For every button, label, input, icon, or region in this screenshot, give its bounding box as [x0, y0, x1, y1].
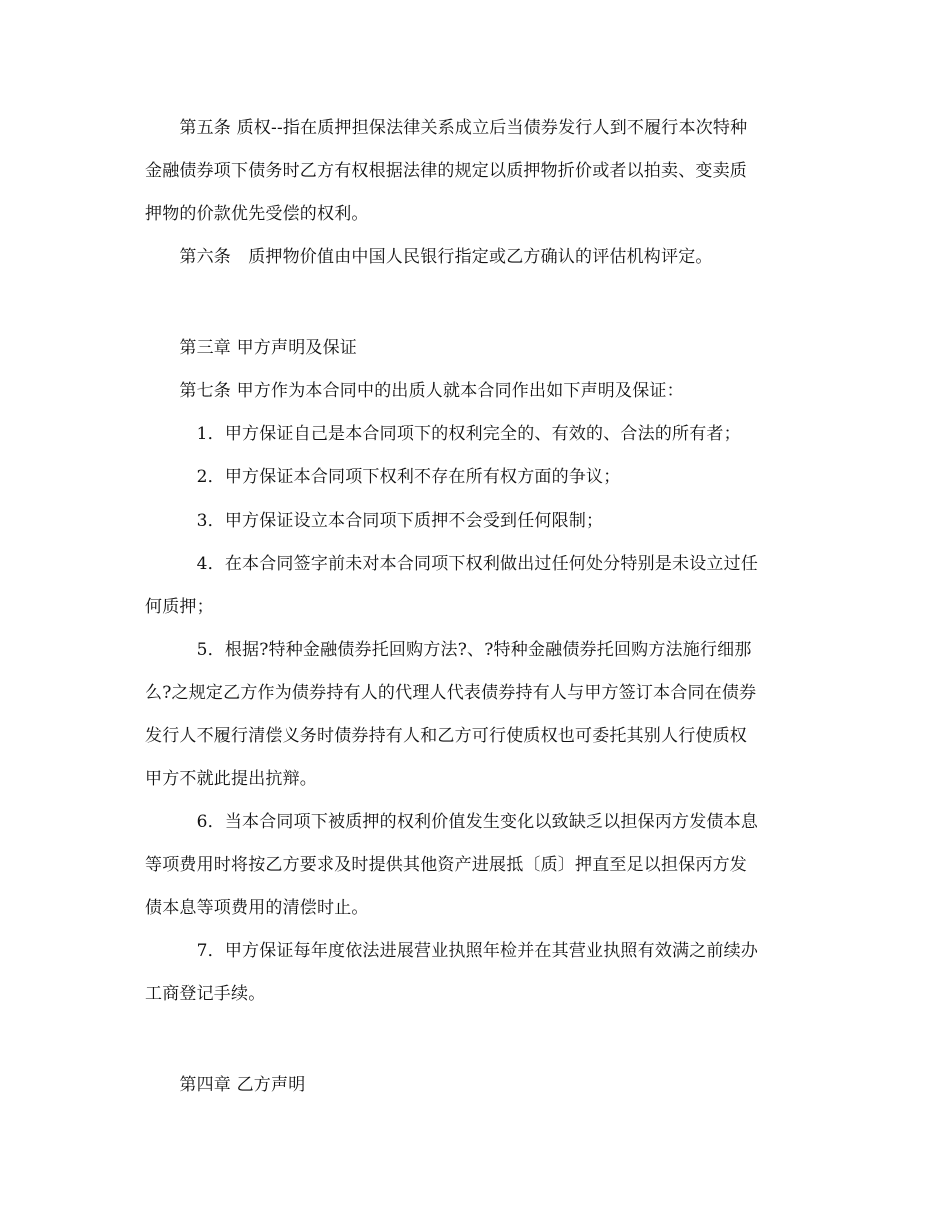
item-5-line-3: 发行人不履行清偿义务时债券持有人和乙方可行使质权也可委托其别人行使质权 — [145, 726, 747, 746]
article-7-line-1: 第七条 甲方作为本合同中的出质人就本合同作出如下声明及保证： — [145, 381, 684, 401]
item-3-line-1: 3．甲方保证设立本合同项下质押不会受到任何限制； — [145, 511, 604, 531]
item-6-line-3: 债本息等项费用的清偿时止。 — [145, 898, 369, 918]
item-6-line-1: 6．当本合同项下被质押的权利价值发生变化以致缺乏以担保丙方发债本息 — [145, 812, 759, 832]
item-5-line-1: 5．根据?特种金融债券托回购方法?、?特种金融债券托回购方法施行细那 — [145, 640, 752, 660]
item-5-line-2: 么?之规定乙方作为债券持有人的代理人代表债券持有人与甲方签订本合同在债券 — [145, 683, 757, 703]
item-2-line-1: 2．甲方保证本合同项下权利不存在所有权方面的争议； — [145, 467, 621, 487]
item-7-line-1: 7．甲方保证每年度依法进展营业执照年检并在其营业执照有效满之前续办 — [145, 941, 759, 961]
chapter-4-heading: 第四章 乙方声明 — [145, 1075, 306, 1095]
item-5-line-4: 甲方不就此提出抗辩。 — [145, 769, 317, 789]
item-4-line-2: 何质押； — [145, 597, 214, 617]
article-5-line-2: 金融债券项下债务时乙方有权根据法律的规定以质押物折价或者以拍卖、变卖质 — [145, 161, 747, 181]
article-6-line-1: 第六条 质押物价值由中国人民银行指定或乙方确认的评估机构评定。 — [145, 247, 713, 267]
article-5-line-1: 第五条 质权--指在质押担保法律关系成立后当债券发行人到不履行本次特种 — [145, 118, 748, 138]
item-6-line-2: 等项费用时将按乙方要求及时提供其他资产进展抵〔质〕押直至足以担保丙方发 — [145, 855, 747, 875]
article-5-line-3: 押物的价款优先受偿的权利。 — [145, 204, 369, 224]
item-7-line-2: 工商登记手续。 — [145, 984, 266, 1004]
item-4-line-1: 4．在本合同签字前未对本合同项下权利做出过任何处分特别是未设立过任 — [145, 554, 759, 574]
item-1-line-1: 1．甲方保证自己是本合同项下的权利完全的、有效的、合法的所有者； — [145, 424, 741, 444]
chapter-3-heading: 第三章 甲方声明及保证 — [145, 338, 358, 358]
